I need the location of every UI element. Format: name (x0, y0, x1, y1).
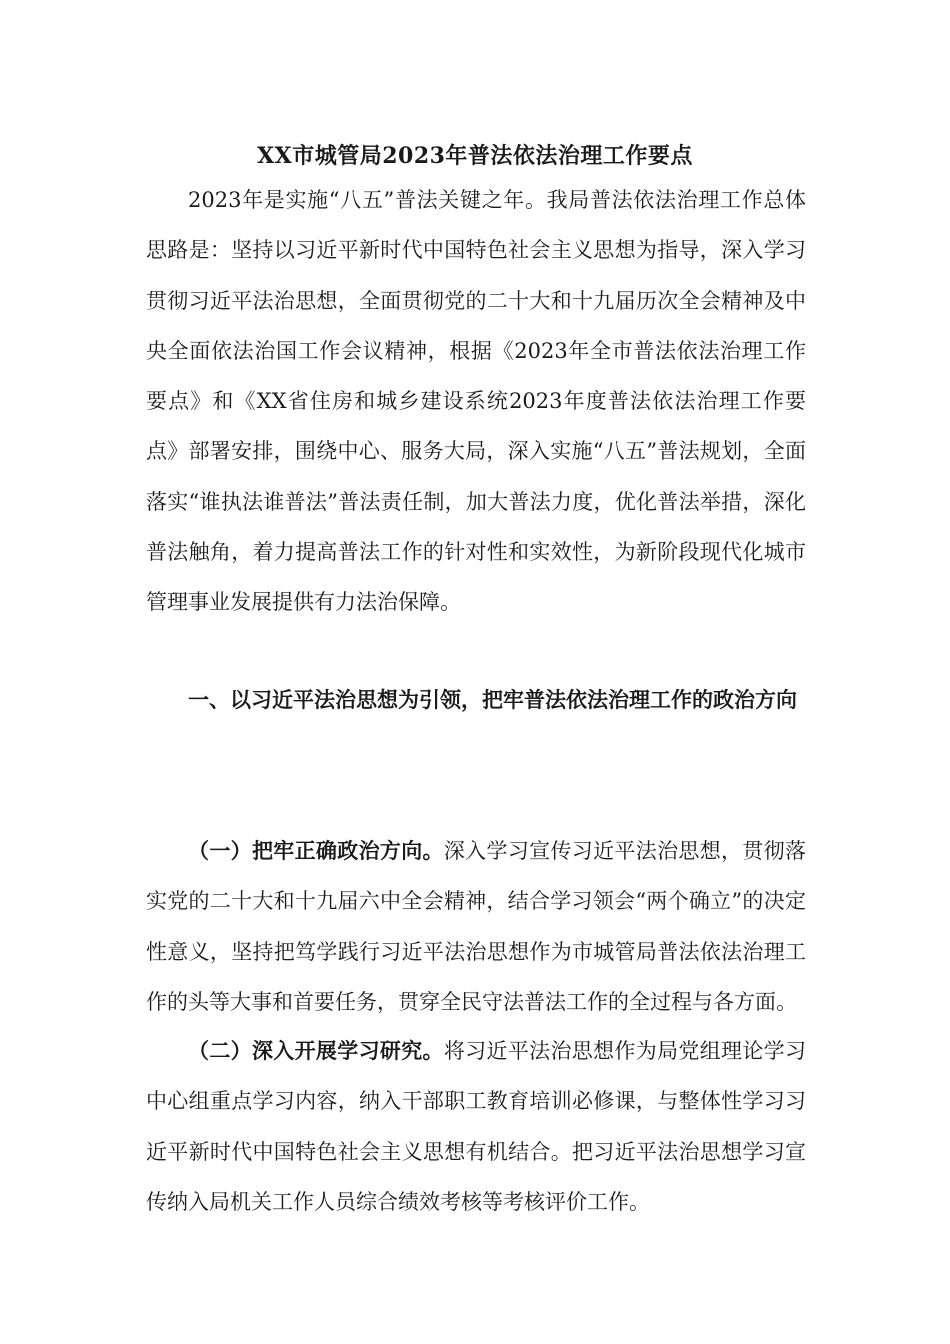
item-body-2: 将习近平法治思想作为局党组理论学习中心组重点学习内容，纳入干部职工教育培训必修课，与整体性学习习近平新时代中国特色社会主义思想有机结合。把习近平法治思想学习宣传纳入局机关工作人员综合绩效考核等考核评价工作。 (146, 1039, 807, 1214)
item-lead-1: （一）把牢正确政治方向。 (188, 838, 444, 863)
item-paragraph-1 (146, 826, 806, 1027)
document-title: XX市城管局2023年普法依法治理工作要点 (257, 143, 693, 169)
section-heading-1: 一、以习近平法治思想为引领，把牢普法依法治理工作的政治方向 (188, 687, 797, 712)
item-paragraph-2 (146, 1026, 806, 1227)
intro-paragraph: 2023年是实施“八五”普法关键之年。我局普法依法治理工作总体思路是：坚持以习近平新时代中国特色社会主义思想为指导，深入学习贯彻习近平法治思想，全面贯彻党的二十大和十九届历次全会精神及中央全面依法治国工作会议精神，根据《2023年全市普法依法治理工作要点》和《XX省住房和城乡建设系统2023年度普法依法治理工作要点》部署安排，围绕中心、服务大局，深入实施“八五”普法规划，全面落实“谁执法谁普法”普法责任制，加大普法力度，优化普法举措，深化普法触角，着力提高普法工作的针对性和实效性，为新阶段现代化城市管理事业发展提供有力法治保障。 (146, 188, 806, 615)
item-body-1: 深入学习宣传习近平法治思想，贯彻落实党的二十大和十九届六中全会精神，结合学习领会“两个确立”的决定性意义，坚持把笃学践行习近平法治思想作为市城管局普法依法治理工作的头等大事和首要任务，贯穿全民守法普法工作的全过程与各方面。 (146, 839, 807, 1014)
item-lead-2: （二）深入开展学习研究。 (188, 1038, 444, 1063)
